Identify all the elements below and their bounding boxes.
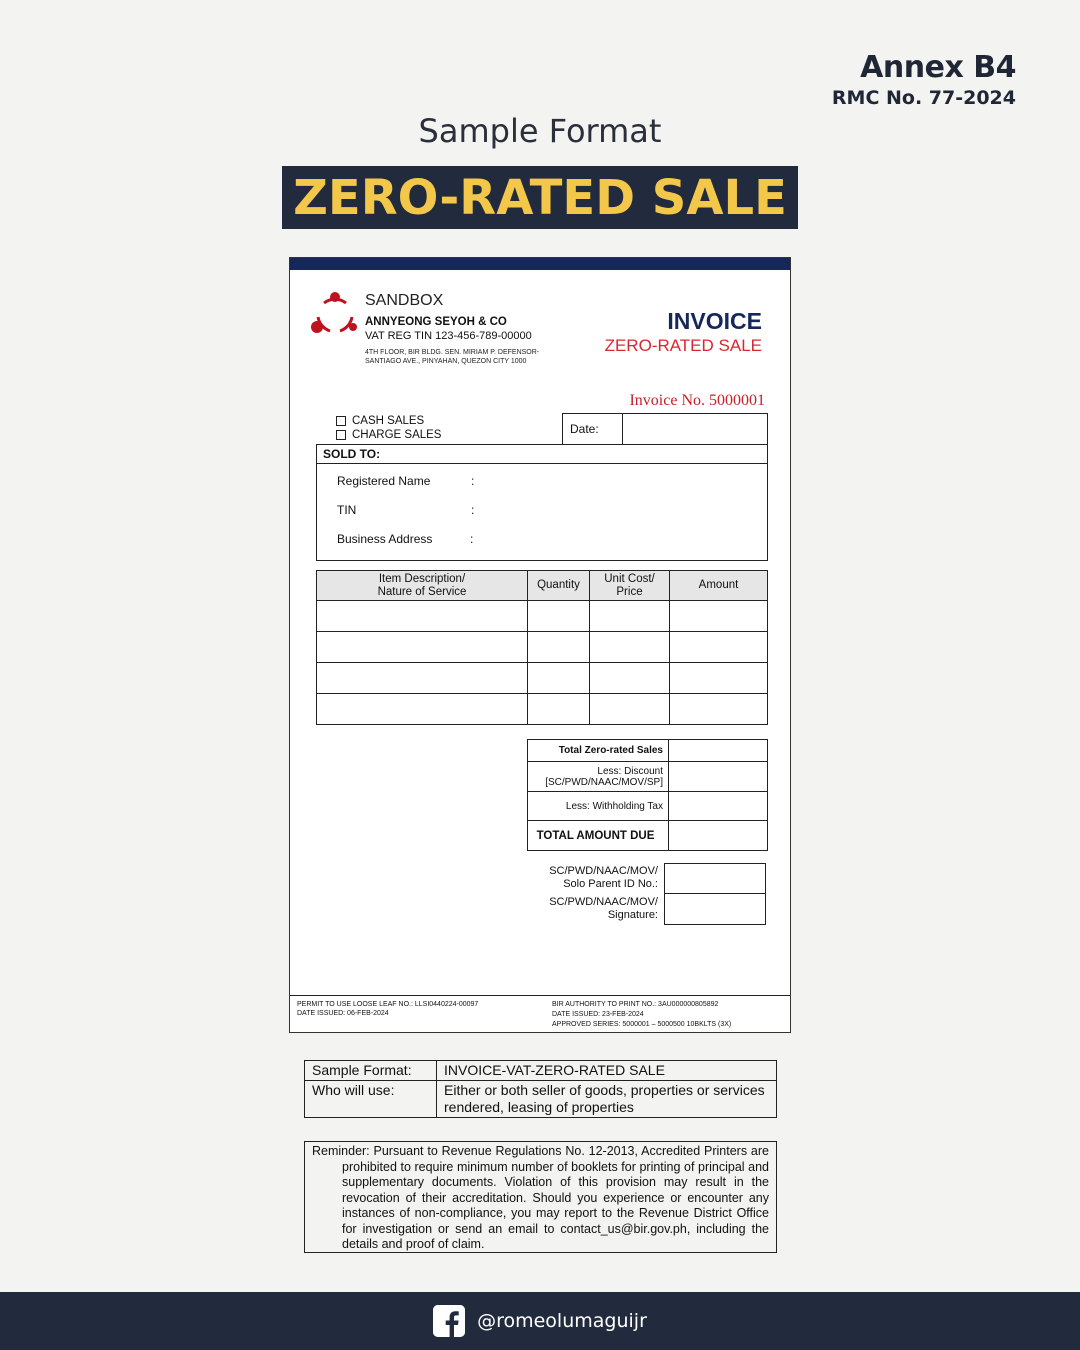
- checkbox[interactable]: [336, 416, 346, 426]
- reminder-box: Reminder: Pursuant to Revenue Regulations No. 12-2013, Accredited Printers are prohibited to require minimum number of booklets for printing of principal and supplementary documents. Violation of this provision may result in the revocation of their accreditation. Should you experience or encounter any instances of non-compliance, you may report to the Revenue District Office for investigation or send an email to contact_us@bir.gov.ph, including the details and proof of claim.: [304, 1141, 777, 1253]
- id-number-input[interactable]: [664, 863, 766, 894]
- col-description: [317, 571, 528, 601]
- company-logo-icon: [310, 289, 360, 337]
- info-table: [304, 1060, 777, 1118]
- date-input[interactable]: [623, 414, 767, 444]
- total-amount-due-label: TOTAL AMOUNT DUE: [528, 821, 669, 851]
- table-row: [317, 632, 768, 663]
- totals-table: [527, 739, 768, 851]
- info-row: [305, 1081, 777, 1118]
- annex-title: Annex B4: [860, 50, 1016, 85]
- signature-input[interactable]: [664, 894, 766, 925]
- cash-sales-option[interactable]: [336, 415, 424, 427]
- date-field[interactable]: [562, 413, 768, 445]
- col-quantity: Quantity: [528, 571, 590, 601]
- charge-sales-label: CHARGE SALES: [352, 429, 442, 441]
- colon: :: [470, 532, 474, 546]
- less-discount-label: [528, 762, 669, 792]
- cell[interactable]: [528, 601, 590, 632]
- items-header-row: [317, 571, 768, 601]
- invoice-footer: [290, 995, 790, 1033]
- less-withholding-label: Less: Withholding Tax: [528, 792, 669, 821]
- signature-label-line: Signature:: [607, 909, 658, 921]
- format-value: INVOICE-VAT-ZERO-RATED SALE: [437, 1061, 777, 1081]
- signature-label: [527, 894, 664, 925]
- total-zero-rated-value[interactable]: [669, 740, 768, 762]
- colon: :: [471, 503, 475, 517]
- col-description-line: Item Description/: [378, 572, 466, 585]
- cell[interactable]: [528, 694, 590, 725]
- total-amount-due-value[interactable]: [669, 821, 768, 851]
- info-row: [305, 1061, 777, 1081]
- cell[interactable]: [528, 632, 590, 663]
- business-address-label: Business Address: [337, 532, 433, 546]
- company-address: [365, 348, 539, 366]
- authority-info: [552, 1000, 731, 1030]
- id-number-row: [527, 863, 768, 894]
- format-label: Sample Format:: [305, 1061, 437, 1081]
- col-unit-cost: [590, 571, 670, 601]
- table-row: [317, 601, 768, 632]
- company-name: ANNYEONG SEYOH & CO: [365, 316, 507, 328]
- annex-header: [832, 50, 1016, 109]
- who-value: Either or both seller of goods, properties or services rendered, leasing of properties: [437, 1081, 777, 1118]
- invoice-title: INVOICE: [667, 308, 762, 334]
- cell[interactable]: [670, 663, 768, 694]
- footer-bar: [0, 1292, 1080, 1350]
- less-discount-value[interactable]: [669, 762, 768, 792]
- page-subtitle: Sample Format: [418, 112, 662, 150]
- address-line: 4TH FLOOR, BIR BLDG. SEN. MIRIAM P. DEFENSOR-: [365, 349, 540, 356]
- address-line: SANTIAGO AVE., PINYAHAN, QUEZON CITY 1000: [365, 358, 527, 365]
- cell[interactable]: [670, 632, 768, 663]
- rmc-number: RMC No. 77-2024: [831, 87, 1016, 109]
- social-handle[interactable]: @romeolumaguijr: [477, 1310, 647, 1332]
- cell[interactable]: [317, 601, 528, 632]
- id-label-line: SC/PWD/NAAC/MOV/: [549, 865, 658, 877]
- table-row: [317, 694, 768, 725]
- tin-label: TIN: [337, 503, 357, 517]
- invoice-subtitle: ZERO-RATED SALE: [604, 336, 762, 355]
- cell[interactable]: [590, 632, 670, 663]
- cell[interactable]: [590, 694, 670, 725]
- invoice-top-bar: [290, 258, 790, 270]
- date-label: Date:: [563, 414, 623, 444]
- less-discount-row: [528, 762, 768, 792]
- id-label-line: Solo Parent ID No.:: [563, 878, 658, 890]
- id-number-label: [527, 863, 664, 894]
- sold-to-section: [316, 444, 768, 561]
- cell[interactable]: [590, 601, 670, 632]
- invoice-sheet: [289, 257, 791, 1033]
- cell[interactable]: [317, 663, 528, 694]
- colon: :: [471, 474, 475, 488]
- total-amount-due-row: [528, 821, 768, 851]
- permit-line: PERMIT TO USE LOOSE LEAF NO.: LLSI0440224-00097: [297, 1001, 479, 1008]
- permit-line: DATE ISSUED: 06-FEB-2024: [297, 1010, 389, 1017]
- checkbox[interactable]: [336, 430, 346, 440]
- col-description-line: Nature of Service: [377, 585, 467, 598]
- facebook-icon[interactable]: [433, 1305, 465, 1337]
- company-brand: SANDBOX: [365, 292, 444, 309]
- authority-line: APPROVED SERIES: 5000001 – 5000500 10BKLTS (3X): [552, 1021, 732, 1028]
- discount-id-section: [527, 863, 768, 925]
- registered-name-label: Registered Name: [337, 474, 431, 488]
- sold-to-header: SOLD TO:: [317, 445, 767, 464]
- authority-line: BIR AUTHORITY TO PRINT NO.: 3AU000000805892: [552, 1001, 719, 1008]
- items-table: [316, 570, 768, 725]
- less-withholding-value[interactable]: [669, 792, 768, 821]
- cell[interactable]: [590, 663, 670, 694]
- authority-line: DATE ISSUED: 23-FEB-2024: [552, 1011, 644, 1018]
- signature-label-line: SC/PWD/NAAC/MOV/: [549, 896, 658, 908]
- cash-sales-label: CASH SALES: [352, 415, 425, 427]
- cell[interactable]: [528, 663, 590, 694]
- charge-sales-option[interactable]: [336, 429, 441, 441]
- col-amount: Amount: [670, 571, 768, 601]
- who-label: Who will use:: [305, 1081, 437, 1118]
- cell[interactable]: [670, 601, 768, 632]
- col-unit-line: Unit Cost/: [604, 572, 655, 585]
- less-discount-line: [SC/PWD/NAAC/MOV/SP]: [545, 776, 663, 788]
- total-zero-rated-label: Total Zero-rated Sales: [528, 740, 669, 762]
- permit-info: [297, 1000, 478, 1018]
- invoice-number: Invoice No. 5000001: [629, 392, 765, 409]
- table-row: [317, 663, 768, 694]
- signature-row: [527, 894, 768, 925]
- title-banner: ZERO-RATED SALE: [282, 166, 798, 229]
- cell[interactable]: [317, 632, 528, 663]
- company-tin: VAT REG TIN 123-456-789-00000: [365, 330, 532, 342]
- less-discount-line: Less: Discount: [597, 765, 663, 777]
- less-withholding-row: [528, 792, 768, 821]
- total-zero-rated-row: [528, 740, 768, 762]
- cell[interactable]: [670, 694, 768, 725]
- cell[interactable]: [317, 694, 528, 725]
- col-unit-line: Price: [616, 585, 643, 598]
